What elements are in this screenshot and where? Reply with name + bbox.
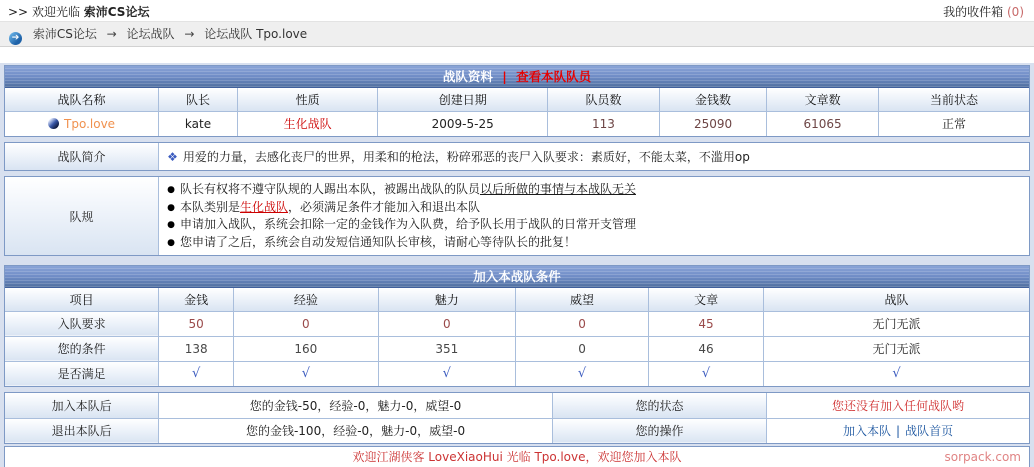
breadcrumb-item-teams[interactable]: 论坛战队 — [126, 27, 175, 41]
intro-label: 战队简介 — [5, 143, 159, 170]
require-team: 无门无派 — [763, 311, 1029, 336]
require-charm: 0 — [378, 311, 515, 336]
mine-row — [5, 336, 1029, 361]
prompt-chevrons: >> — [8, 4, 29, 19]
rule-item — [167, 234, 1021, 252]
breadcrumb-separator: → — [184, 27, 195, 41]
bullet-icon: ● — [167, 220, 175, 230]
col-header-team: 战队 — [763, 288, 1029, 311]
status-value: 您还没有加入任何战队哟 — [767, 393, 1029, 418]
site-name: 索沛CS论坛 — [83, 4, 150, 19]
col-header-item: 项目 — [5, 288, 159, 311]
team-rules-table — [5, 177, 1029, 255]
check-mark: √ — [649, 361, 764, 386]
rule-text: ，必须满足条件才能加入和退出本队 — [287, 199, 480, 214]
col-header-money: 金钱 — [159, 288, 234, 311]
team-leader-cell: kate — [159, 111, 238, 136]
join-effect-text: 您的金钱-50，经验-0，魅力-0，威望-0 — [159, 393, 553, 418]
conditions-header-row — [5, 288, 1029, 311]
team-info-data-row — [5, 111, 1029, 136]
breadcrumb-arrow-icon: ➔ — [9, 32, 22, 45]
team-logo-icon — [48, 118, 59, 129]
link-separator: | — [896, 424, 901, 439]
team-name-cell — [5, 111, 159, 136]
col-header-exp: 经验 — [234, 288, 379, 311]
operation-key: 您的操作 — [552, 418, 766, 443]
check-mark: √ — [763, 361, 1029, 386]
rule-text: 申请加入战队，系统会扣除一定的金钱作为入队费，给予队长用于战队的日常开支管理 — [179, 217, 636, 231]
team-info-titlebar — [5, 66, 1029, 88]
inbox-link[interactable] — [943, 3, 1024, 20]
satisfy-row-label: 是否满足 — [5, 361, 159, 386]
join-team-link[interactable]: 加入本队 — [843, 424, 892, 439]
breadcrumb — [0, 21, 1034, 47]
check-mark: √ — [515, 361, 648, 386]
mine-articles: 46 — [649, 336, 764, 361]
team-created-cell: 2009-5-25 — [378, 111, 548, 136]
mine-charm: 351 — [378, 336, 515, 361]
team-info-header-row — [5, 88, 1029, 111]
team-status-cell: 正常 — [878, 111, 1029, 136]
join-conditions-titlebar — [5, 266, 1029, 288]
check-mark: √ — [234, 361, 379, 386]
top-bar — [0, 0, 1034, 21]
actions-section — [4, 392, 1030, 444]
footer-welcome-text: 欢迎江湖侠客 LoveXiaoHui 光临 Tpo.love，欢迎您加入本队 — [352, 450, 682, 464]
rules-content — [159, 177, 1029, 255]
col-header-charm: 魅力 — [378, 288, 515, 311]
join-conditions-section — [4, 265, 1030, 387]
team-articles-cell: 61065 — [767, 111, 879, 136]
main-content — [0, 63, 1034, 467]
require-money: 50 — [159, 311, 234, 336]
breadcrumb-separator: → — [106, 27, 117, 41]
col-header-status: 当前状态 — [878, 88, 1029, 111]
breadcrumb-item-forum[interactable]: 索沛CS论坛 — [32, 27, 97, 41]
status-key: 您的状态 — [552, 393, 766, 418]
team-intro-table — [5, 143, 1029, 170]
rule-text: 您申请了之后，系统会自动发短信通知队长审核，请耐心等待队长的批复！ — [179, 234, 576, 249]
inbox-label: 我的收件箱 — [943, 4, 1004, 19]
col-header-money: 金钱数 — [659, 88, 767, 111]
check-mark: √ — [159, 361, 234, 386]
view-members-link[interactable]: 查看本队队员 — [516, 69, 592, 84]
quit-effect-label: 退出本队后 — [5, 418, 159, 443]
mine-row-label: 您的条件 — [5, 336, 159, 361]
operation-links — [767, 418, 1029, 443]
require-row — [5, 311, 1029, 336]
welcome-label: 欢迎光临 — [31, 4, 80, 19]
col-header-articles: 文章 — [649, 288, 764, 311]
col-header-articles: 文章数 — [767, 88, 879, 111]
rule-item — [167, 181, 1021, 199]
join-effect-row — [5, 393, 1029, 418]
mine-exp: 160 — [234, 336, 379, 361]
bullet-icon: ● — [167, 202, 175, 213]
team-type-link[interactable]: 生化战队 — [239, 199, 288, 214]
team-type-cell: 生化战队 — [237, 111, 377, 136]
bullet-icon: ● — [167, 237, 175, 248]
team-info-title: 战队资料 — [442, 69, 493, 84]
welcome-text — [8, 3, 149, 20]
footer-section — [4, 446, 1030, 467]
title-divider: | — [502, 69, 507, 84]
team-name-link[interactable]: Tpo.love — [64, 116, 116, 131]
team-home-link[interactable]: 战队首页 — [905, 424, 954, 439]
diamond-icon: ❖ — [167, 150, 178, 164]
mine-team: 无门无派 — [763, 336, 1029, 361]
mine-prestige: 0 — [515, 336, 648, 361]
rule-text-underlined: 以后所做的事情与本战队无关 — [479, 182, 636, 196]
team-members-cell: 113 — [548, 111, 660, 136]
rules-label: 队规 — [5, 177, 159, 255]
actions-table — [5, 393, 1029, 443]
inbox-count-badge: (0) — [1007, 4, 1024, 19]
require-exp: 0 — [234, 311, 379, 336]
col-header-members: 队员数 — [548, 88, 660, 111]
bullet-icon: ● — [167, 185, 175, 195]
rule-item — [167, 199, 1021, 217]
quit-effect-text: 您的金钱-100，经验-0，魅力-0，威望-0 — [159, 418, 553, 443]
join-conditions-title: 加入本战队条件 — [473, 269, 561, 284]
intro-content — [159, 143, 1029, 170]
mine-money: 138 — [159, 336, 234, 361]
team-rules-section — [4, 176, 1030, 256]
col-header-created: 创建日期 — [378, 88, 548, 111]
satisfy-row — [5, 361, 1029, 386]
require-row-label: 入队要求 — [5, 311, 159, 336]
join-effect-label: 加入本队后 — [5, 393, 159, 418]
team-intro-section — [4, 142, 1030, 171]
intro-text: 用爱的力量，去感化丧尸的世界，用柔和的枪法，粉碎邪恶的丧尸入队要求：素质好，不能太菜，不滥用op — [182, 150, 750, 164]
team-money-cell: 25090 — [659, 111, 767, 136]
rule-text: 本队类别是 — [179, 199, 240, 214]
quit-effect-row — [5, 418, 1029, 443]
require-articles: 45 — [649, 311, 764, 336]
team-info-section — [4, 65, 1030, 137]
join-conditions-table — [5, 288, 1029, 386]
check-mark: √ — [378, 361, 515, 386]
rule-text: 队长有权将不遵守队规的人踢出本队，被踢出战队的队员 — [179, 182, 480, 196]
col-header-prestige: 威望 — [515, 288, 648, 311]
rule-item — [167, 216, 1021, 234]
watermark: sorpack.com — [944, 450, 1021, 464]
breadcrumb-item-current-team[interactable]: 论坛战队 Tpo.love — [204, 27, 308, 41]
col-header-type: 性质 — [237, 88, 377, 111]
col-header-team-name: 战队名称 — [5, 88, 159, 111]
team-info-table — [5, 88, 1029, 136]
col-header-leader: 队长 — [159, 88, 238, 111]
require-prestige: 0 — [515, 311, 648, 336]
